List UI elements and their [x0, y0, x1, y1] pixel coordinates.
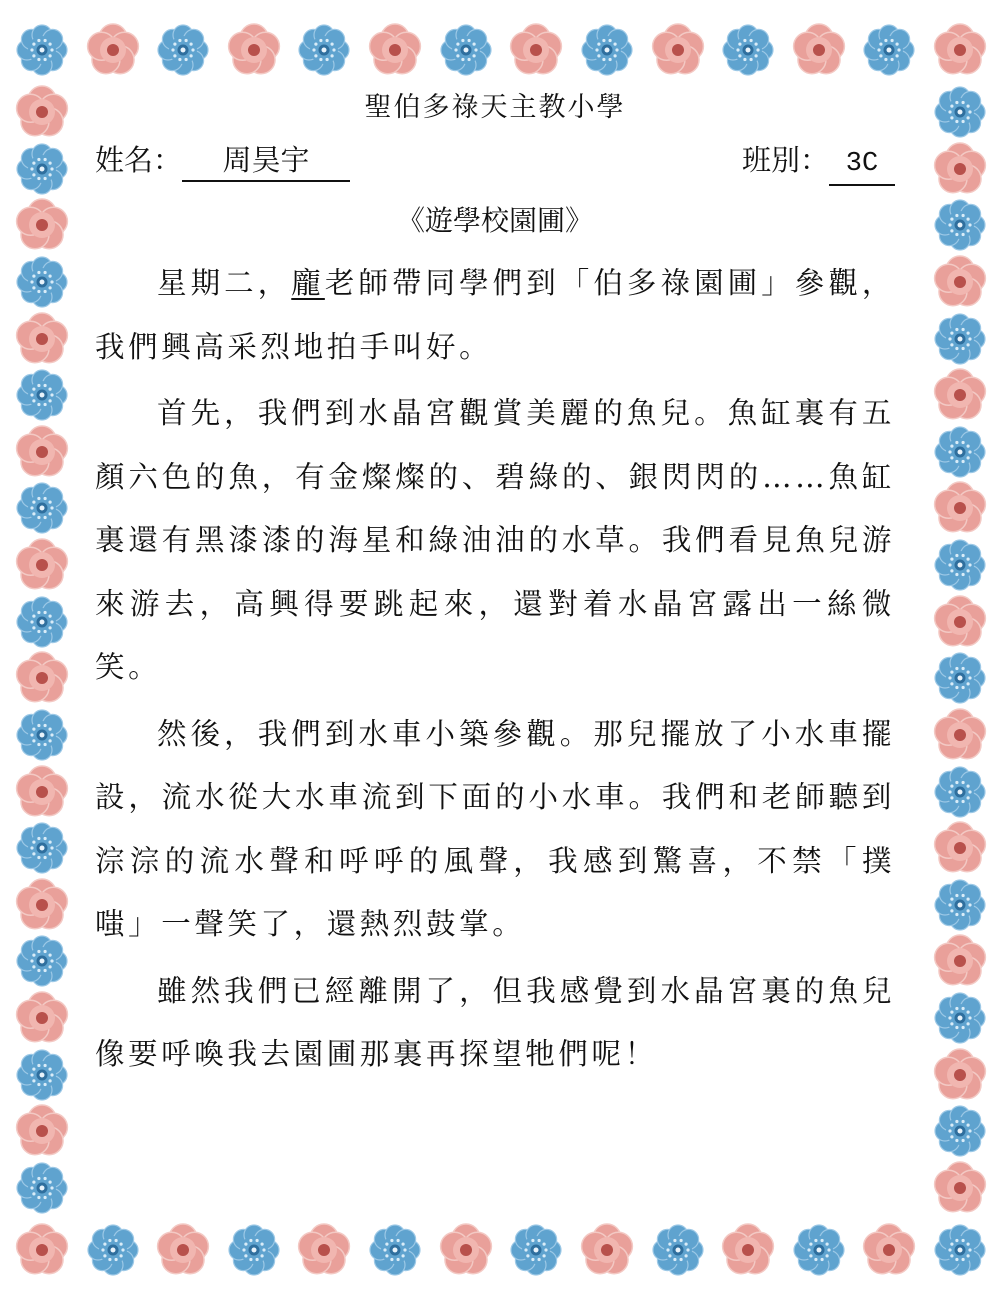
- pink-flower-icon: [930, 592, 990, 652]
- paragraph-1-start: 星期二，: [157, 266, 292, 300]
- pink-flower-icon: [436, 1220, 496, 1280]
- blue-flower-icon: [224, 1220, 284, 1280]
- pink-flower-icon: [930, 478, 990, 538]
- blue-flower-icon: [648, 1220, 708, 1280]
- blue-flower-icon: [12, 705, 72, 765]
- pink-flower-icon: [12, 422, 72, 482]
- blue-flower-icon: [12, 931, 72, 991]
- pink-flower-icon: [648, 20, 708, 80]
- name-label: 姓名：: [95, 143, 183, 177]
- blue-flower-icon: [12, 252, 72, 312]
- blue-flower-icon: [12, 818, 72, 878]
- pink-flower-icon: [577, 1220, 637, 1280]
- blue-flower-icon: [12, 139, 72, 199]
- blue-flower-icon: [930, 1101, 990, 1161]
- blue-flower-icon: [930, 875, 990, 935]
- essay-title: 《遊學校園圃》: [396, 204, 593, 237]
- pink-flower-icon: [153, 1220, 213, 1280]
- blue-flower-icon: [930, 762, 990, 822]
- pink-flower-icon: [930, 818, 990, 878]
- blue-flower-icon: [859, 20, 919, 80]
- paragraph-4: 雖然我們已經離開了，但我感覺到水晶宮裏的魚兒像要呼喚我去園圃那裏再探望牠們呢！: [95, 973, 895, 1071]
- blue-flower-icon: [930, 988, 990, 1048]
- blue-flower-icon: [506, 1220, 566, 1280]
- name-value: 周昊宇: [182, 140, 350, 182]
- pink-flower-icon: [789, 20, 849, 80]
- blue-flower-icon: [294, 20, 354, 80]
- pink-flower-icon: [506, 20, 566, 80]
- blue-flower-icon: [930, 535, 990, 595]
- pink-flower-icon: [859, 1220, 919, 1280]
- pink-flower-icon: [930, 931, 990, 991]
- blue-flower-icon: [365, 1220, 425, 1280]
- pink-flower-icon: [12, 762, 72, 822]
- blue-flower-icon: [930, 648, 990, 708]
- paragraph-3: 然後，我們到水車小築參觀。那兒擺放了小水車擺設，流水從大水車流到下面的小水車。我們和老師聽到淙淙的流水聲和呼呼的風聲，我感到驚喜，不禁「撲嗤」一聲笑了，還熱烈鼓掌。: [95, 716, 895, 941]
- blue-flower-icon: [930, 195, 990, 255]
- blue-flower-icon: [718, 20, 778, 80]
- pink-flower-icon: [12, 309, 72, 369]
- pink-flower-icon: [12, 1220, 72, 1280]
- class-label: 班別：: [741, 143, 829, 177]
- blue-flower-icon: [930, 422, 990, 482]
- blue-flower-icon: [12, 478, 72, 538]
- blue-flower-icon: [12, 1158, 72, 1218]
- blue-flower-icon: [12, 592, 72, 652]
- paragraph-1-text: 老師帶同學們到「伯多祿園圃」參觀，我們興高采烈地拍手叫好。: [95, 266, 895, 364]
- blue-flower-icon: [12, 1045, 72, 1105]
- pink-flower-icon: [930, 705, 990, 765]
- blue-flower-icon: [12, 20, 72, 80]
- pink-flower-icon: [12, 535, 72, 595]
- paragraph-2: 首先，我們到水晶宮觀賞美麗的魚兒。魚缸裏有五顏六色的魚，有金燦燦的、碧綠的、銀閃閃的……魚缸裏還有黑漆漆的海星和綠油油的水草。我們看見魚兒游來游去，高興得要跳起來，還對着水晶宮露出一絲微笑。: [95, 396, 895, 684]
- pink-flower-icon: [930, 252, 990, 312]
- pink-flower-icon: [12, 988, 72, 1048]
- document-body: [95, 80, 895, 1087]
- blue-flower-icon: [12, 365, 72, 425]
- teacher-surname: 龐: [291, 266, 325, 300]
- student-info-row: [95, 130, 895, 190]
- blue-flower-icon: [789, 1220, 849, 1280]
- blue-flower-icon: [436, 20, 496, 80]
- paragraph-1: [95, 252, 895, 379]
- pink-flower-icon: [12, 82, 72, 142]
- school-name: 聖伯多祿天主教小學: [364, 92, 626, 123]
- pink-flower-icon: [365, 20, 425, 80]
- blue-flower-icon: [930, 82, 990, 142]
- blue-flower-icon: [577, 20, 637, 80]
- blue-flower-icon: [930, 309, 990, 369]
- name-field: [95, 130, 350, 190]
- pink-flower-icon: [83, 20, 143, 80]
- blue-flower-icon: [83, 1220, 143, 1280]
- pink-flower-icon: [930, 139, 990, 199]
- pink-flower-icon: [224, 20, 284, 80]
- class-field: [742, 130, 895, 190]
- pink-flower-icon: [12, 875, 72, 935]
- pink-flower-icon: [930, 20, 990, 80]
- blue-flower-icon: [930, 1220, 990, 1280]
- pink-flower-icon: [930, 1045, 990, 1105]
- pink-flower-icon: [12, 648, 72, 708]
- blue-flower-icon: [153, 20, 213, 80]
- pink-flower-icon: [930, 365, 990, 425]
- pink-flower-icon: [718, 1220, 778, 1280]
- pink-flower-icon: [12, 1101, 72, 1161]
- pink-flower-icon: [12, 195, 72, 255]
- pink-flower-icon: [294, 1220, 354, 1280]
- pink-flower-icon: [930, 1158, 990, 1218]
- class-value: 3C: [829, 144, 895, 186]
